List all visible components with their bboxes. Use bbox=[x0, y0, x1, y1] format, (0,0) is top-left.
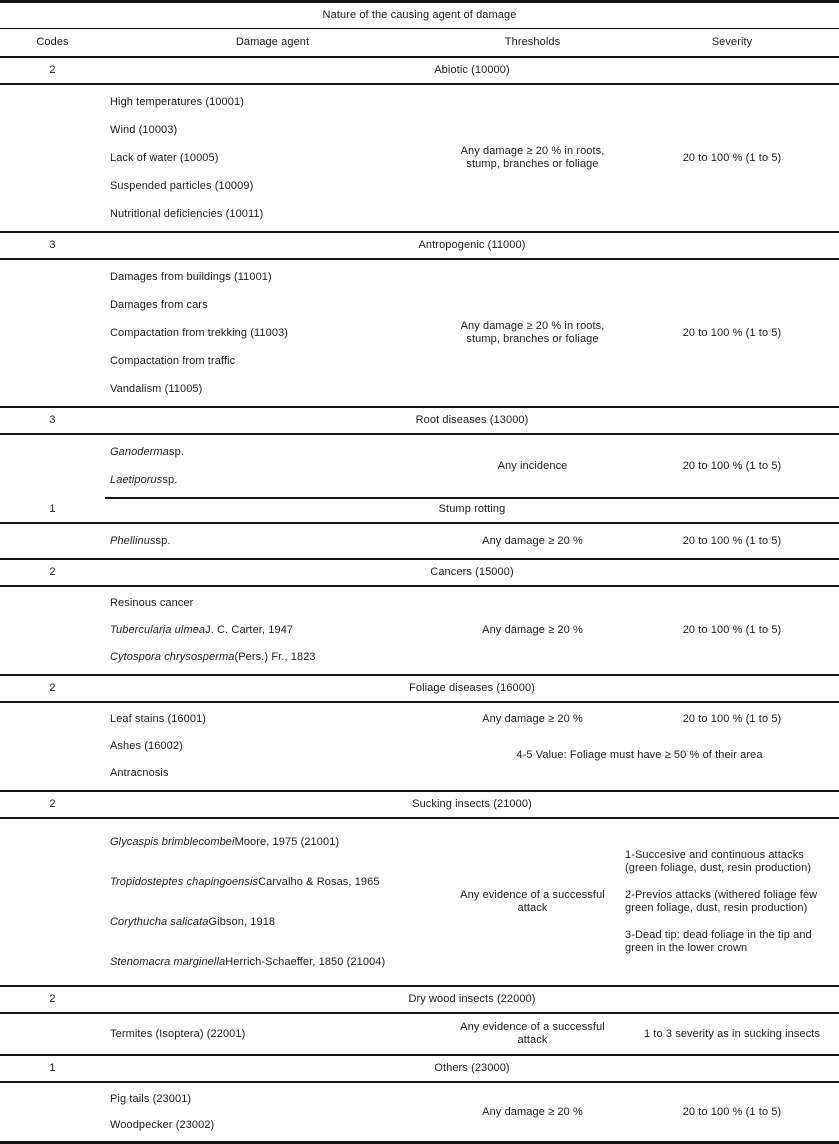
damage-agent: Compactation from traffic bbox=[110, 354, 236, 367]
section-code: 3 bbox=[49, 239, 56, 251]
section-body-foliage-diseases bbox=[0, 703, 839, 792]
damage-agent: Corythucha salicata Gibson, 1918 bbox=[110, 915, 276, 928]
section-body-antropogenic bbox=[0, 260, 839, 408]
damage-agent: Leaf stains (16001) bbox=[110, 713, 207, 725]
section-body-dry-wood-insects bbox=[0, 1014, 839, 1056]
severity-note: 1-Succesive and continuous attacks (green foliage, dust, resin production) bbox=[625, 849, 812, 874]
severity-note: 3-Dead tip: dead foliage in the tip and green in the lower crown bbox=[625, 929, 812, 954]
severity-notes bbox=[625, 822, 839, 982]
section-code: 2 bbox=[49, 64, 56, 76]
col-header-severity: Severity bbox=[711, 36, 753, 48]
damage-agent: Glycaspis brimblecombei Moore, 1975 (21001) bbox=[110, 835, 340, 848]
damage-agent: Cytospora chrysosperma (Pers.) Fr., 1823 bbox=[110, 651, 316, 663]
severity-cell: 20 to 100 % (1 to 5) bbox=[682, 326, 782, 339]
threshold-cell: Any damage ≥ 20 % bbox=[482, 624, 583, 636]
damage-agent: Woodpecker (23002) bbox=[110, 1118, 215, 1131]
section-header-others bbox=[0, 1056, 839, 1083]
agent-list bbox=[105, 438, 440, 494]
agent-list bbox=[105, 1086, 440, 1138]
section-title: Cancers (15000) bbox=[430, 566, 514, 578]
foliage-right-area bbox=[440, 706, 839, 787]
section-header-abiotic bbox=[0, 58, 839, 85]
damage-agent: Termites (Isoptera) (22001) bbox=[110, 1027, 246, 1040]
section-header-root-diseases bbox=[0, 408, 839, 435]
agent-list bbox=[105, 527, 440, 555]
section-body-stump-rotting bbox=[0, 524, 839, 560]
section-title: Abiotic (10000) bbox=[434, 64, 510, 76]
threshold-cell: Any incidence bbox=[497, 459, 568, 472]
section-header-antropogenic bbox=[0, 233, 839, 260]
section-header-cancers bbox=[0, 560, 839, 587]
threshold-cell: Any damage ≥ 20 % bbox=[482, 1105, 583, 1118]
severity-cell: 20 to 100 % (1 to 5) bbox=[682, 1105, 782, 1118]
section-title: Sucking insects (21000) bbox=[412, 798, 532, 810]
damage-agent: Suspended particles (10009) bbox=[110, 179, 254, 192]
section-code: 2 bbox=[49, 682, 56, 694]
damage-agent: Vandalism (11005) bbox=[110, 382, 203, 395]
threshold-cell: Any damage ≥ 20 % bbox=[482, 534, 583, 547]
severity-cell: 20 to 100 % (1 to 5) bbox=[682, 624, 782, 636]
threshold-cell: Any evidence of a successful attack bbox=[460, 889, 605, 914]
section-code: 1 bbox=[49, 503, 56, 515]
damage-agent: Damages from buildings (11001) bbox=[110, 270, 272, 283]
section-header-foliage-diseases bbox=[0, 676, 839, 703]
section-body-sucking-insects bbox=[0, 819, 839, 987]
col-header-codes: Codes bbox=[36, 36, 69, 48]
section-code: 3 bbox=[49, 414, 56, 426]
severity-cell: 20 to 100 % (1 to 5) bbox=[682, 151, 782, 164]
agent-list bbox=[105, 88, 440, 228]
threshold-cell: Any damage ≥ 20 % in roots, stump, branches or foliage bbox=[460, 145, 605, 170]
damage-agent: Wind (10003) bbox=[110, 123, 178, 136]
damage-agent: Ashes (16002) bbox=[110, 740, 183, 752]
section-header-stump-rotting bbox=[0, 497, 839, 524]
section-code: 2 bbox=[49, 566, 56, 578]
damage-agent: High temperatures (10001) bbox=[110, 95, 244, 108]
section-header-dry-wood-insects bbox=[0, 987, 839, 1014]
damage-agent: Pig tails (23001) bbox=[110, 1092, 192, 1105]
damage-agent: Tubercularia ulmea J. C. Carter, 1947 bbox=[110, 624, 294, 636]
damage-agent: Resinous cancer bbox=[110, 597, 194, 609]
damage-agent: Damages from cars bbox=[110, 298, 208, 311]
severity-cell: 1 to 3 severity as in sucking insects bbox=[643, 1027, 821, 1040]
damage-agent: Compactation from trekking (11003) bbox=[110, 326, 289, 339]
section-title: Stump rotting bbox=[438, 503, 506, 515]
damage-agent: Ganoderma sp. bbox=[110, 445, 184, 458]
section-code: 2 bbox=[49, 993, 56, 1005]
severity-note: 2-Previos attacks (withered foliage few green foliage, dust, resin production) bbox=[625, 889, 818, 914]
section-code: 1 bbox=[49, 1062, 56, 1074]
col-header-thresholds: Thresholds bbox=[504, 36, 561, 48]
severity-cell: 20 to 100 % (1 to 5) bbox=[682, 534, 782, 547]
section-body-others bbox=[0, 1083, 839, 1141]
damage-agent: Laetiporus sp. bbox=[110, 473, 178, 486]
damage-agent: Tropidosteptes chapingoensis Carvalho & Rosas, 1965 bbox=[110, 875, 380, 888]
agent-list bbox=[105, 822, 440, 982]
agent-list bbox=[105, 706, 440, 787]
threshold-cell: Any damage ≥ 20 % in roots, stump, branches or foliage bbox=[460, 320, 605, 345]
section-body-abiotic bbox=[0, 85, 839, 233]
foliage-note: 4-5 Value: Foliage must have ≥ 50 % of their area bbox=[516, 749, 763, 761]
damage-agent: Antracnosis bbox=[110, 767, 169, 779]
column-header-row bbox=[0, 29, 839, 58]
section-code: 2 bbox=[49, 798, 56, 810]
section-body-root-diseases bbox=[0, 435, 839, 497]
agent-list bbox=[105, 590, 440, 671]
agent-list bbox=[105, 263, 440, 403]
threshold-cell: Any evidence of a successful attack bbox=[460, 1021, 605, 1046]
section-header-sucking-insects bbox=[0, 792, 839, 819]
agent-list bbox=[105, 1017, 440, 1051]
damage-agent: Lack of water (10005) bbox=[110, 151, 219, 164]
section-title: Antropogenic (11000) bbox=[418, 239, 526, 251]
col-header-damage-agent: Damage agent bbox=[235, 36, 310, 48]
section-title: Dry wood insects (22000) bbox=[408, 993, 536, 1005]
section-title: Others (23000) bbox=[434, 1062, 510, 1074]
damage-agent: Stenomacra marginella Herrich-Schaeffer, 1850 (21004) bbox=[110, 955, 386, 968]
section-title: Root diseases (13000) bbox=[415, 414, 529, 426]
section-title: Foliage diseases (16000) bbox=[409, 682, 535, 694]
damage-agent: Phellinus sp. bbox=[110, 534, 171, 547]
threshold-cell: Any damage ≥ 20 % bbox=[482, 713, 583, 725]
table-title: Nature of the causing agent of damage bbox=[0, 3, 839, 29]
section-body-cancers bbox=[0, 587, 839, 676]
severity-cell: 20 to 100 % (1 to 5) bbox=[682, 713, 782, 725]
severity-cell: 20 to 100 % (1 to 5) bbox=[682, 459, 782, 472]
damage-agent: Nutritional deficiencies (10011) bbox=[110, 207, 264, 220]
